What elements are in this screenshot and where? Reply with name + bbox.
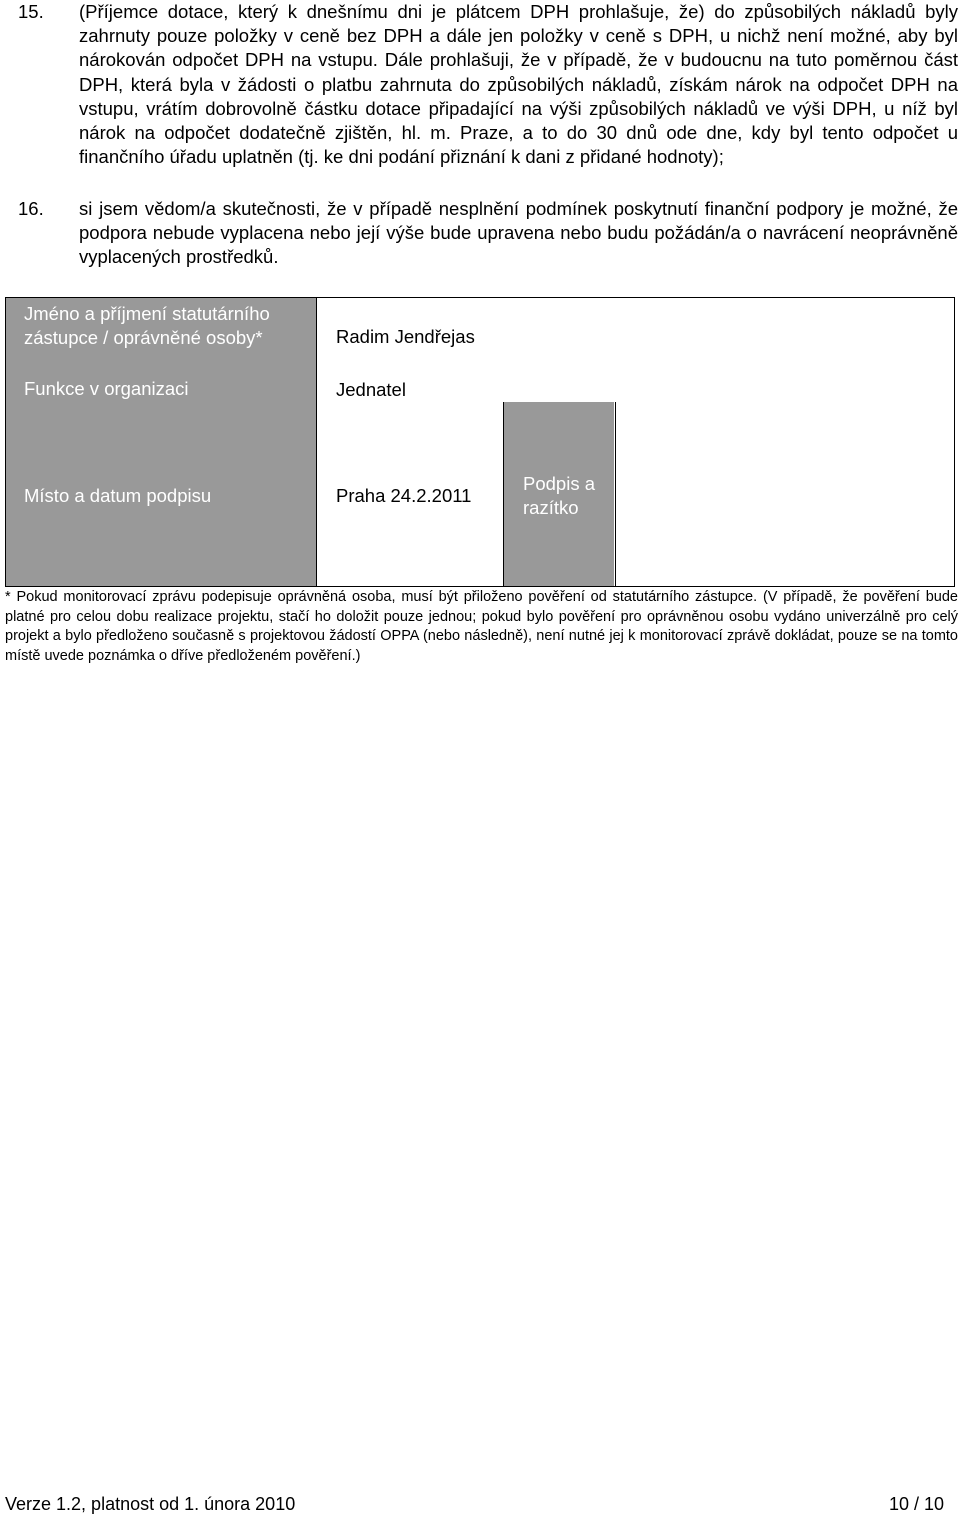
- declaration-item-15: [18, 0, 958, 169]
- item-text: (Příjemce dotace, který k dnešnímu dni je plátcem DPH prohlašuje, že) do způsobilých nákladů byly zahrnuty pouze položky v ceně bez DPH a dále jen položky v ceně s DPH, u nichž není možné, aby byl nárokován odpočet DPH na vstupu. Dále prohlašuji, že v případě, že v budoucnu na tuto poměrnou část DPH, která byla v žádosti o platbu zahrnuta do způsobilých nákladů, získám nárok na odpočet DPH na vstupu, vrátím dobrovolně částku dotace připadající na výši způsobilých nákladů ve výši DPH, u níž byl nárok na odpočet dodatečně zjištěn, hl. m. Praze, a to do 30 dnů ode dne, kdy byl tento odpočet u finančního úřadu uplatněn (tj. ke dni podání přiznání k dani z přidané hodnoty);: [79, 1, 958, 168]
- place-date-label: Místo a datum podpisu: [24, 485, 212, 506]
- item-number: 16.: [18, 198, 44, 219]
- item-text: si jsem vědom/a skutečnosti, že v případě nesplnění podmínek poskytnutí finanční podpory je možné, že podpora nebude vyplacena nebo její výše bude upravena nebo budu požádán/a o navrácení neoprávněně vyplacených prostředků.: [79, 198, 958, 268]
- column-divider: [503, 402, 504, 586]
- footer-page-number: 10 / 10: [888, 1494, 944, 1514]
- column-divider: [615, 402, 616, 586]
- signature-label: Podpis a razítko: [523, 473, 595, 519]
- function-value: Jednatel: [336, 379, 406, 400]
- function-label: Funkce v organizaci: [24, 378, 189, 399]
- declaration-item-16: [18, 197, 958, 270]
- column-divider: [316, 298, 317, 586]
- name-label: Jméno a příjmení statutárního zástupce / oprávněné osoby*: [24, 303, 270, 349]
- footer-version: Verze 1.2, platnost od 1. února 2010: [5, 1494, 296, 1514]
- name-value: Radim Jendřejas: [336, 326, 475, 347]
- item-number: 15.: [18, 1, 44, 22]
- footnote: * Pokud monitorovací zprávu podepisuje oprávněná osoba, musí být přiloženo pověření od statutárního zástupce. (V případě, že pověření bude platné pro celou dobu realizace projektu, stačí ho doložit pouze jednou; pokud bylo pověření pro oprávněnou osobu vydáno univerzálně pro celý projekt a bylo předloženo současně s projektovou žádostí OPPA (nebo následně), není nutné jej k monitorovací zprávě dokládat, pouze se na tomto místě uvede poznámka o dříve předloženém pověření.): [5, 589, 958, 664]
- place-date-value: Praha 24.2.2011: [336, 485, 472, 506]
- signature-table: [5, 297, 955, 587]
